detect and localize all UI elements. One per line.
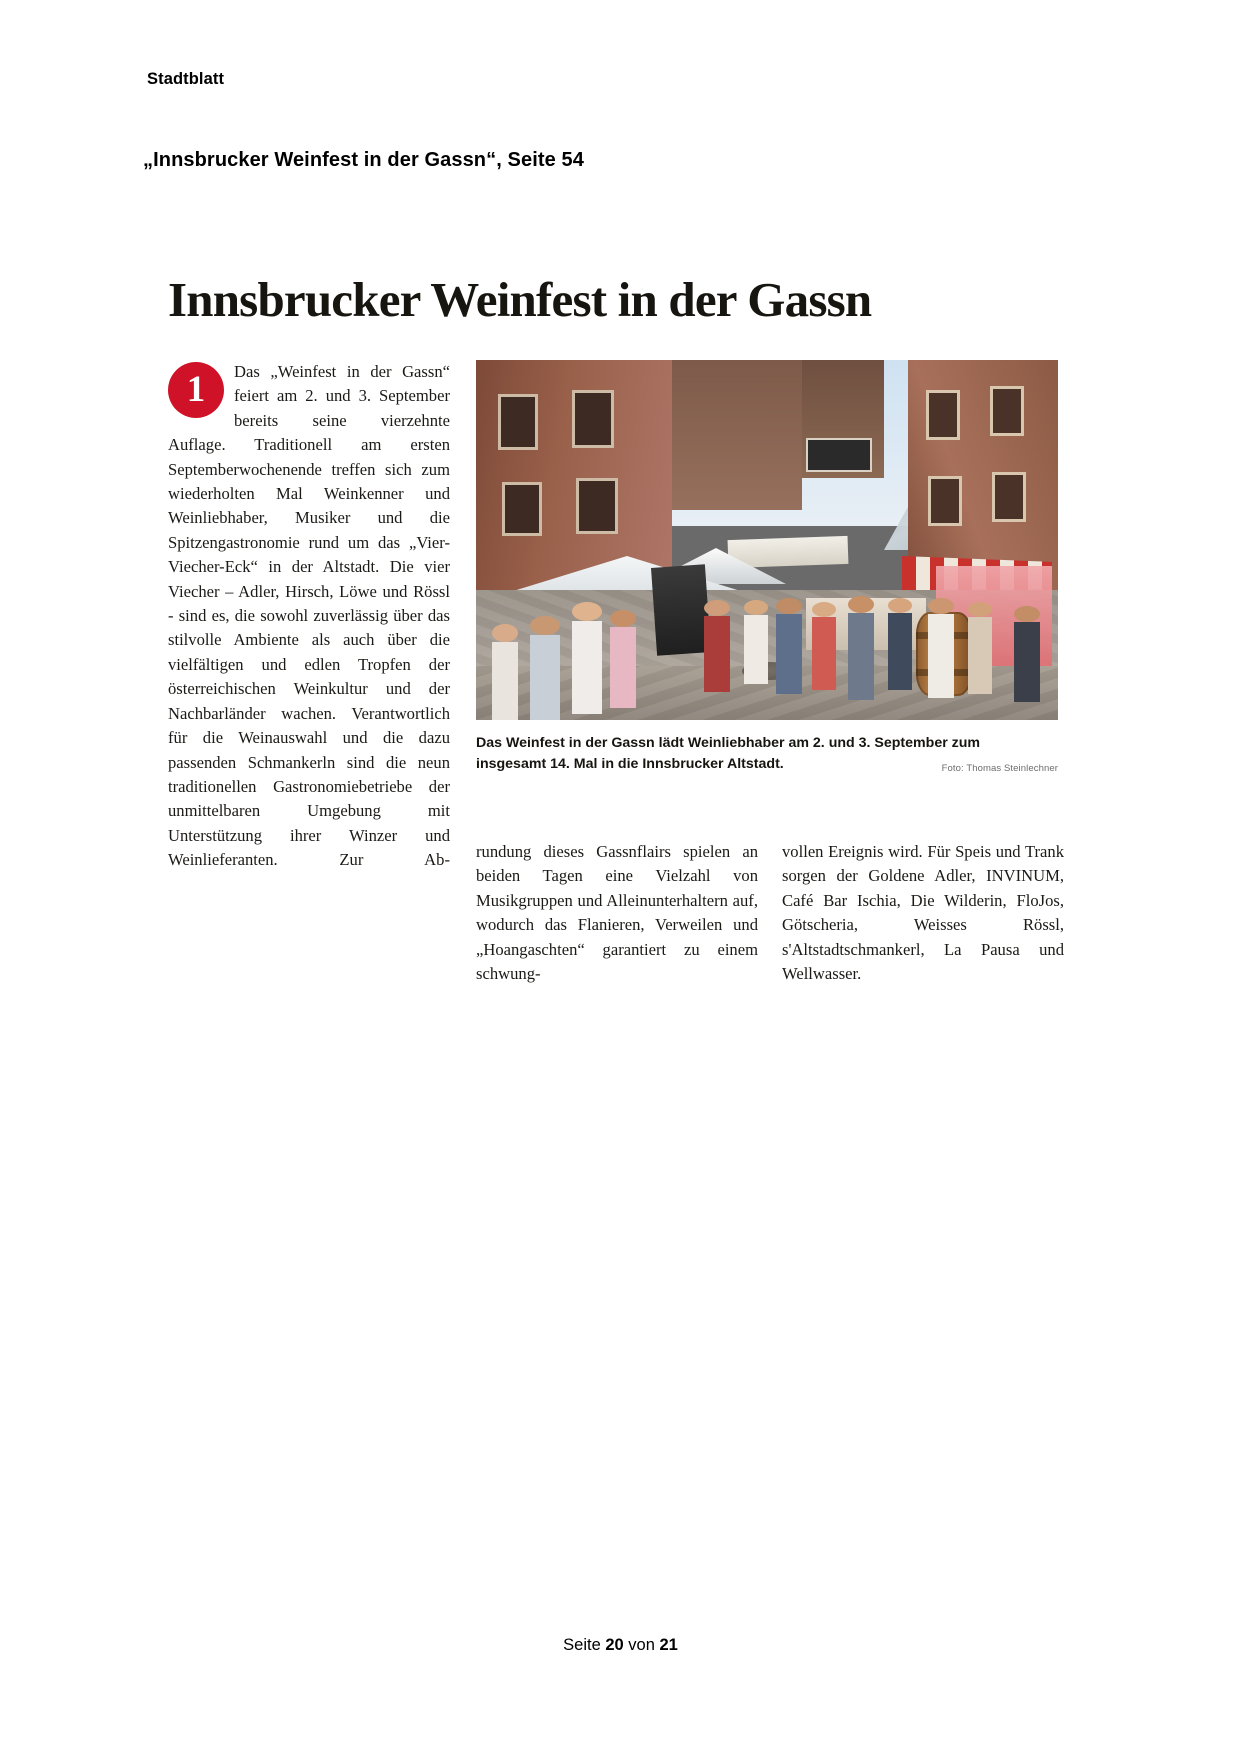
article-column-middle	[476, 840, 758, 986]
photo-person	[776, 598, 802, 694]
article-body	[168, 360, 1064, 984]
article-headline: Innsbrucker Weinfest in der Gassn	[168, 272, 872, 327]
photo-caption: Das Weinfest in der Gassn lädt Weinliebhaber am 2. und 3. September zum insgesamt 14. Mal in die Innsbrucker Altstadt.	[476, 735, 981, 772]
photo-person	[968, 602, 992, 694]
photo-person	[704, 600, 730, 692]
footer-middle: von	[628, 1636, 655, 1654]
footer-page-number: 20	[605, 1636, 624, 1654]
number-badge: 1	[168, 362, 224, 418]
footer-prefix: Seite	[563, 1636, 601, 1654]
photo-awning-white	[728, 536, 849, 568]
page-header-label: Stadtblatt	[147, 70, 225, 88]
photo-person	[812, 602, 836, 690]
dropcap-block	[168, 360, 450, 873]
photo-person	[492, 624, 518, 720]
article-column-right-text: vollen Ereignis wird. Für Speis und Trank sorgen der Goldene Adler, INVINUM, Café Bar Ischia, Die Wilderin, FloJos, Götscheria, Weisses Rössl, s'Altstadtschmankerl, La Pausa und Wellwasser.	[782, 842, 1064, 984]
photo-person	[610, 610, 636, 708]
photo-person	[1014, 606, 1040, 702]
page-footer	[0, 1636, 1241, 1655]
photo-credit: Foto: Thomas Steinlechner	[941, 763, 1058, 774]
photo-block	[476, 360, 1058, 775]
street-festival-photo	[476, 360, 1058, 720]
photo-person	[530, 616, 560, 720]
photo-person	[744, 600, 768, 684]
photo-building-middle	[672, 360, 802, 510]
footer-total-pages: 21	[659, 1636, 678, 1654]
photo-caption-block	[476, 733, 1058, 775]
newspaper-clipping	[168, 272, 1064, 984]
article-column-left-text: Das „Weinfest in der Gassn“ feiert am 2. und 3. September bereits seine vierzehnte Auflage. Traditionell am ersten Septemberwochenende treffen sich zum wiederholten Mal Weinkenner und Weinliebhaber, Musiker und die Spitzengastronomie rund um das „Vier-Viecher-Eck“ in der Altstadt. Die vier Viecher – Adler, Hirsch, Löwe und Rössl - sind es, die sowohl zuverlässig über das stilvolle Ambiente als auch über die vielfältigen und edlen Tropfen der österreichischen Weinkultur und der Nachbarländer wachen. Verantwortlich für die Weinauswahl und die dazu passenden Schmankerln sind die neun traditionellen Gastronomiebetriebe der unmittelbaren Umgebung mit Unterstützung ihrer Winzer und Weinlieferanten. Zur Ab-	[168, 362, 450, 870]
article-column-middle-text: rundung dieses Gassnflairs spielen an beiden Tagen eine Vielzahl von Musikgruppen und Alleinunterhaltern auf, wodurch das Flanieren, Verweilen und „Hoangaschten“ garantiert zu einem schwung-	[476, 842, 758, 984]
photo-chalkboard	[651, 564, 711, 656]
page-title: „Innsbrucker Weinfest in der Gassn“, Seite 54	[143, 149, 584, 171]
article-column-right	[782, 840, 1064, 986]
article-column-left	[168, 360, 450, 873]
photo-shop-sign	[806, 438, 872, 472]
photo-person	[888, 598, 912, 690]
photo-person	[572, 602, 602, 714]
photo-person	[848, 596, 874, 700]
photo-person	[928, 598, 954, 698]
